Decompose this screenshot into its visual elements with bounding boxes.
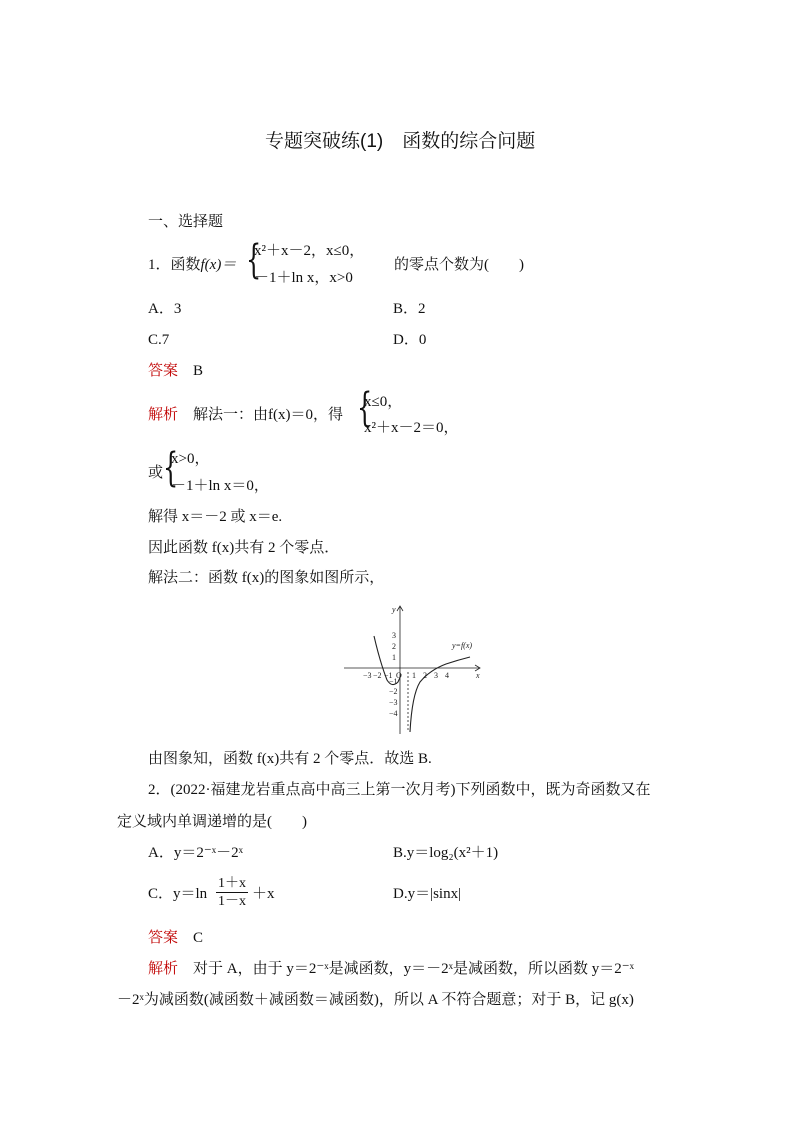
- q2-stem-line-1: 2．(2022·福建龙岩重点高中高三上第一次月考)下列函数中，既为奇函数又在: [148, 782, 651, 798]
- q1-m1-brace: {: [357, 385, 373, 431]
- q1-option-c: C.7: [148, 332, 170, 348]
- x-tick-label: −1: [384, 671, 393, 680]
- q2-analysis-line-1: 解析 对于 A，由于 y＝2⁻ˣ是减函数，y＝－2ˣ是减函数，所以函数 y＝2⁻ˣ: [148, 961, 634, 977]
- q2-stem-line-2: 定义域内单调递增的是( ): [117, 814, 307, 830]
- x-tick-label: O: [396, 671, 402, 680]
- q2-option-a: A．y＝2⁻ˣ－2ˣ: [148, 845, 243, 861]
- fraction-denominator: 1－x: [218, 894, 246, 909]
- x-tick-label: 4: [445, 671, 449, 680]
- function-graph: [340, 600, 485, 738]
- q1-m1-case-2: x²＋x－2＝0，: [364, 420, 459, 436]
- q1-stem-prefix: 1．函数f(x)＝: [148, 257, 237, 273]
- x-axis-label: x: [476, 671, 480, 680]
- x-tick-label: 3: [434, 671, 438, 680]
- q1-m1-case-1: x≤0，: [364, 394, 403, 410]
- y-tick-label: −3: [389, 698, 398, 707]
- q1-hence: 因此函数 f(x)共有 2 个零点．: [148, 540, 340, 556]
- q1-m1-case-3: x>0，: [171, 451, 210, 467]
- q1-option-a: A．3: [148, 301, 182, 317]
- y-tick-label: −2: [389, 687, 398, 696]
- q1-option-b: B．2: [393, 301, 426, 317]
- x-tick-label: −2: [373, 671, 382, 680]
- q1-m1-case-4: －1＋ln x＝0，: [171, 478, 269, 494]
- q1-option-d: D．0: [393, 332, 427, 348]
- q1-case-2: －1＋ln x，x>0: [254, 270, 353, 286]
- x-tick-label: −3: [363, 671, 372, 680]
- q2-option-d: D.y＝|sinx|: [393, 886, 462, 902]
- y-tick-label: −1: [389, 677, 398, 686]
- y-tick-label: 1: [392, 653, 396, 662]
- y-tick-label: 3: [392, 631, 396, 640]
- q2-analysis-line-2: －2ˣ为减函数(减函数＋减函数＝减函数)，所以 A 不符合题意；对于 B，记 g(x): [117, 992, 634, 1008]
- q1-stem-suffix: 的零点个数为( ): [394, 257, 524, 273]
- q2-answer: 答案 C: [148, 930, 204, 946]
- q2-option-c-suffix: ＋x: [252, 886, 275, 902]
- q1-case-1: x²＋x－2，x≤0，: [254, 243, 365, 259]
- q2-option-c-prefix: C．y＝ln: [148, 886, 208, 902]
- y-tick-label: 2: [392, 642, 396, 651]
- q1-conclusion: 由图象知，函数 f(x)共有 2 个零点．故选 B.: [148, 751, 432, 767]
- curve-label: y=f(x): [452, 641, 473, 650]
- q1-analysis-method-1: 解析 解法一：由f(x)＝0，得: [148, 407, 344, 423]
- page-title: 专题突破练(1) 函数的综合问题: [265, 131, 536, 152]
- x-tick-label: 1: [412, 671, 416, 680]
- q1-method-2: 解法二：函数 f(x)的图象如图所示，: [148, 570, 385, 586]
- q1-m1-brace-2: {: [163, 445, 179, 491]
- q1-solve: 解得 x＝－2 或 x＝e.: [148, 509, 283, 525]
- q1-answer: 答案 B: [148, 363, 204, 379]
- q1-or: 或: [148, 465, 164, 481]
- section-heading: 一、选择题: [148, 214, 224, 230]
- q2-option-b: B.y＝log₂(x²＋1): [393, 845, 499, 861]
- fraction-numerator: 1＋x: [218, 876, 246, 891]
- q1-brace: {: [246, 237, 262, 283]
- y-axis-label: y: [392, 605, 396, 614]
- q2-option-c-fraction: [216, 875, 248, 910]
- y-tick-label: −4: [389, 709, 398, 718]
- x-tick-label: 2: [423, 671, 427, 680]
